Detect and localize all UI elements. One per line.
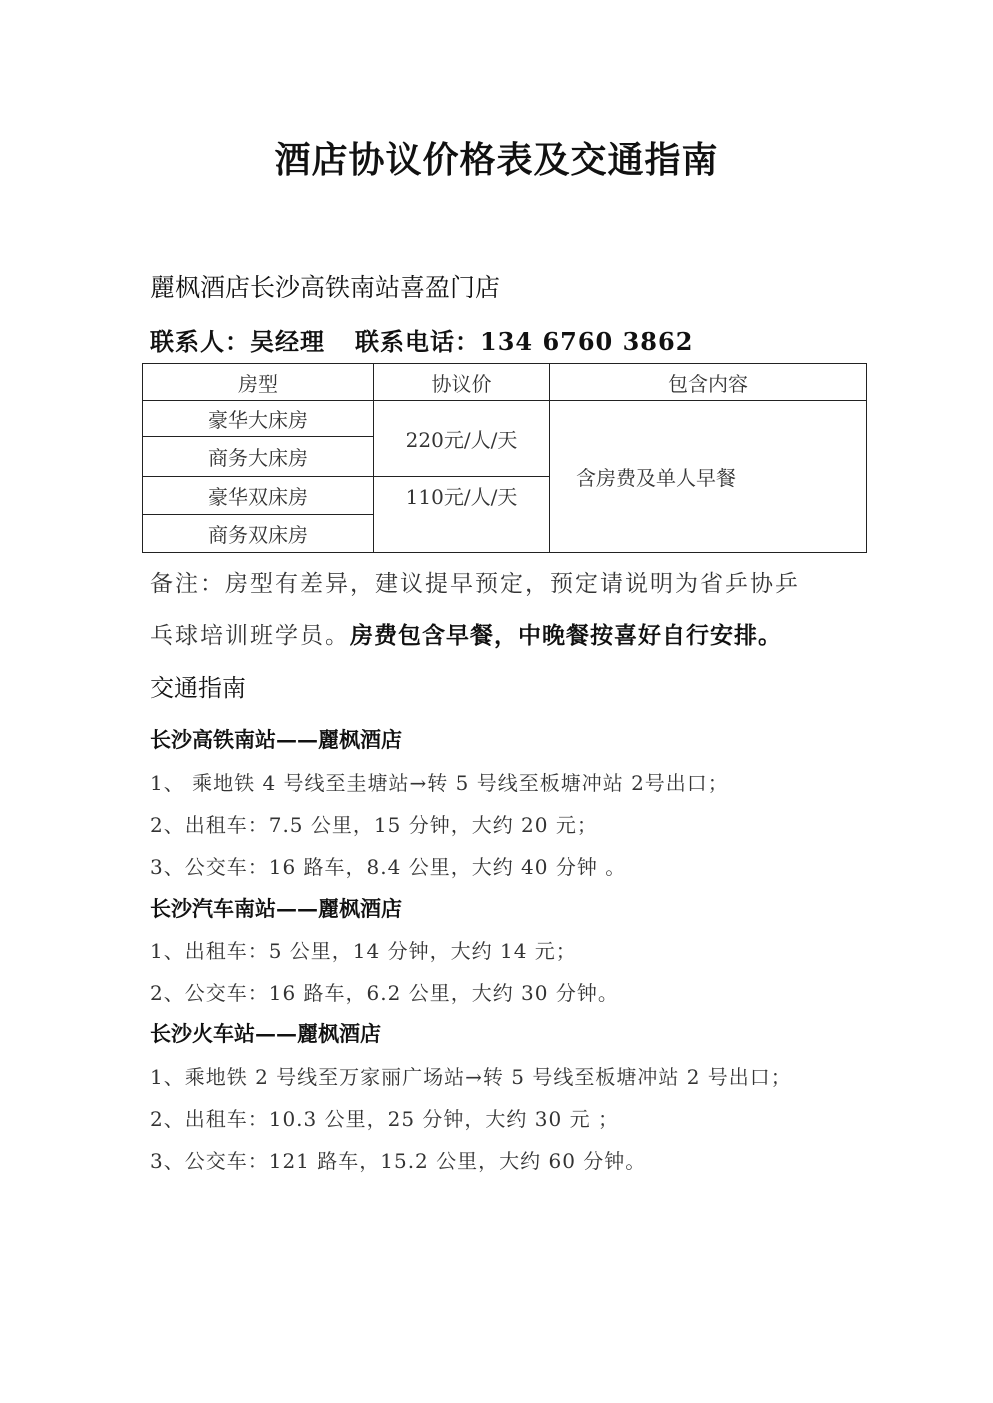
room-type-cell: 豪华大床房 (143, 401, 374, 437)
note-emphasis: 房费包含早餐，中晚餐按喜好自行安排。 (350, 622, 782, 649)
header-price: 协议价 (374, 364, 550, 401)
route-title: 长沙火车站——麗枫酒店 (150, 1021, 381, 1046)
contact-person: 联系人：吴经理 (150, 327, 325, 356)
price-cell: 220元/人/天 (374, 401, 550, 477)
route-item: 2、出租车：7.5 公里，15 分钟，大约 20 元； (150, 813, 598, 837)
price-cell: 110元/人/天 (374, 477, 550, 553)
room-type-cell: 豪华双床房 (143, 477, 374, 515)
route-title: 长沙汽车南站——麗枫酒店 (150, 896, 402, 921)
route-item: 1、出租车：5 公里，14 分钟，大约 14 元； (150, 939, 577, 963)
guide-heading: 交通指南 (150, 674, 246, 702)
header-room-type: 房型 (143, 364, 374, 401)
contact-line (150, 322, 693, 357)
header-includes: 包含内容 (550, 364, 867, 401)
note-plain: 乓球培训班学员。 (150, 623, 350, 649)
route-item: 3、公交车：16 路车，8.4 公里，大约 40 分钟 。 (150, 855, 627, 879)
route-item: 3、公交车：121 路车，15.2 公里，大约 60 分钟。 (150, 1149, 647, 1173)
route-item: 2、公交车：16 路车，6.2 公里，大约 30 分钟。 (150, 981, 619, 1005)
contact-phone: 联系电话：134 6760 3862 (355, 327, 694, 356)
route-item: 1、乘地铁 2 号线至万家丽广场站→转 5 号线至板塘冲站 2 号出口； (150, 1065, 792, 1089)
page-title: 酒店协议价格表及交通指南 (274, 139, 719, 181)
note-line-1: 备注：房型有差异，建议提早预定，预定请说明为省乒协乒 (150, 571, 800, 597)
rates-table (142, 363, 867, 553)
table-row (143, 401, 867, 437)
includes-cell: 含房费及单人早餐 (550, 401, 867, 553)
route-item: 2、出租车：10.3 公里，25 分钟，大约 30 元 ； (150, 1107, 619, 1131)
route-item: 1、 乘地铁 4 号线至圭塘站→转 5 号线至板塘冲站 2号出口； (150, 771, 729, 795)
table-header-row (143, 364, 867, 401)
room-type-cell: 商务双床房 (143, 515, 374, 553)
room-type-cell: 商务大床房 (143, 437, 374, 477)
note-line-2 (150, 617, 782, 650)
hotel-name: 麗枫酒店长沙高铁南站喜盈门店 (150, 273, 501, 302)
route-title: 长沙高铁南站——麗枫酒店 (150, 727, 402, 752)
